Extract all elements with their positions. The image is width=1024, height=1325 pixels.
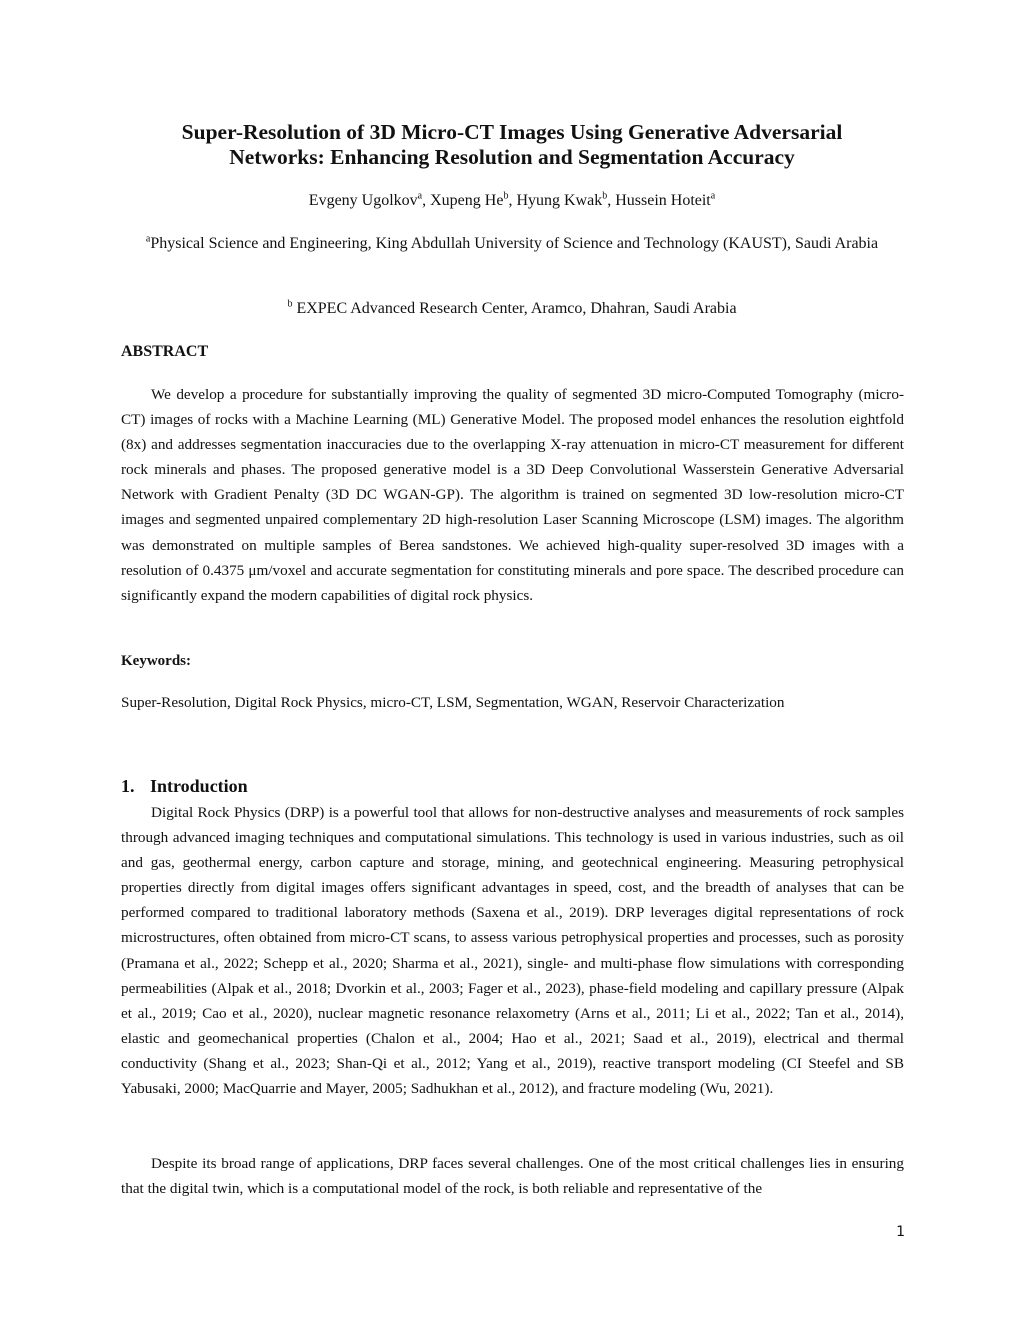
intro-paragraph-2: Despite its broad range of applications, DRP faces several challenges. One of the most critical challenges lies in ensuring that the digital twin, which is a computational model of the rock, is both reliable and representative of the (121, 1155, 904, 1198)
abstract-heading: ABSTRACT (121, 343, 209, 360)
author: Hyung Kwak (516, 192, 603, 209)
author-affiliation-mark: a (710, 190, 716, 202)
author-affiliation-mark: b (602, 190, 608, 202)
author-separator: , (422, 192, 431, 209)
section-number: 1. (121, 776, 135, 796)
section-heading-introduction (121, 774, 248, 798)
title-line-1: Super-Resolution of 3D Micro-CT Images Using Generative Adversarial (181, 120, 843, 144)
affiliation-a (120, 231, 904, 256)
author-separator: , (607, 192, 616, 209)
page-number: 1 (896, 1224, 905, 1240)
abstract-text: We develop a procedure for substantially improving the quality of segmented 3D micro-Computed Tomography (micro-CT) images of rocks with a Machine Learning (ML) Generative Model. The proposed model enhances the resolution eightfold (8x) and addresses segmentation inaccuracies due to the overlapping X-ray attenuation in micro-CT measurement for different rock minerals and phases. The proposed generative model is a 3D Deep Convolutional Wasserstein Generative Adversarial Network with Gradient Penalty (3D DC WGAN-GP). The algorithm is trained on segmented 3D low-resolution micro-CT images and segmented unpaired complementary 2D high-resolution Laser Scanning Microscope (LSM) images. The algorithm was demonstrated on multiple samples of Berea sandstones. We achieved high-quality super-resolved 3D images with a resolution of 0.4375 μm/voxel and accurate segmentation for constituting minerals and pore space. The described procedure can significantly expand the modern capabilities of digital rock physics. (121, 386, 904, 604)
paper-title (100, 120, 924, 170)
intro-paragraph-1: Digital Rock Physics (DRP) is a powerful tool that allows for non-destructive analyses and measurements of rock samples through advanced imaging techniques and computational simulations. This technology is used in various industries, such as oil and gas, geothermal energy, carbon capture and storage, mining, and geotechnical engineering. Measuring petrophysical properties directly from digital images offers significant advantages in speed, cost, and the breadth of analyses that can be performed compared to traditional laboratory methods (Saxena et al., 2019). DRP leverages digital representations of rock microstructures, often obtained from micro-CT scans, to assess various petrophysical properties and processes, such as porosity (Pramana et al., 2022; Schepp et al., 2020; Sharma et al., 2021), single- and multi-phase flow simulations with corresponding permeabilities (Alpak et al., 2018; Dvorkin et al., 2003; Fager et al., 2023), phase-field modeling and capillary pressure (Alpak et al., 2019; Cao et al., 2020), nuclear magnetic resonance relaxometry (Arns et al., 2011; Li et al., 2022; Tan et al., 2014), elastic and geomechanical properties (Chalon et al., 2004; Hao et al., 2021; Saad et al., 2019), electrical and thermal conductivity (Shang et al., 2023; Shan-Qi et al., 2012; Yang et al., 2019), reactive transport modeling (CI Steefel and SB Yabusaki, 2000; MacQuarrie and Mayer, 2005; Sadhukhan et al., 2012), and fracture modeling (Wu, 2021). (121, 804, 904, 1098)
affiliation-text: EXPEC Advanced Research Center, Aramco, Dhahran, Saudi Arabia (292, 300, 737, 317)
author-separator: , (508, 192, 517, 209)
keywords-heading: Keywords: (121, 653, 191, 669)
affiliation-mark: b (287, 298, 293, 310)
author-affiliation-mark: b (503, 190, 509, 202)
author: Evgeny Ugolkov (308, 192, 418, 209)
affiliation-b (120, 298, 904, 320)
affiliation-text: Physical Science and Engineering, King Abdullah University of Science and Technology (KAUST), Saudi Arabia (150, 235, 879, 252)
author: Hussein Hoteit (615, 192, 711, 209)
author: Xupeng He (430, 192, 504, 209)
affiliation-mark: a (145, 233, 151, 245)
author-list (100, 190, 924, 212)
section-title: Introduction (150, 776, 248, 796)
title-line-2: Networks: Enhancing Resolution and Segmentation Accuracy (229, 145, 795, 169)
author-affiliation-mark: a (417, 190, 423, 202)
keywords-text: Super-Resolution, Digital Rock Physics, micro-CT, LSM, Segmentation, WGAN, Reservoir Characterization (121, 694, 785, 711)
